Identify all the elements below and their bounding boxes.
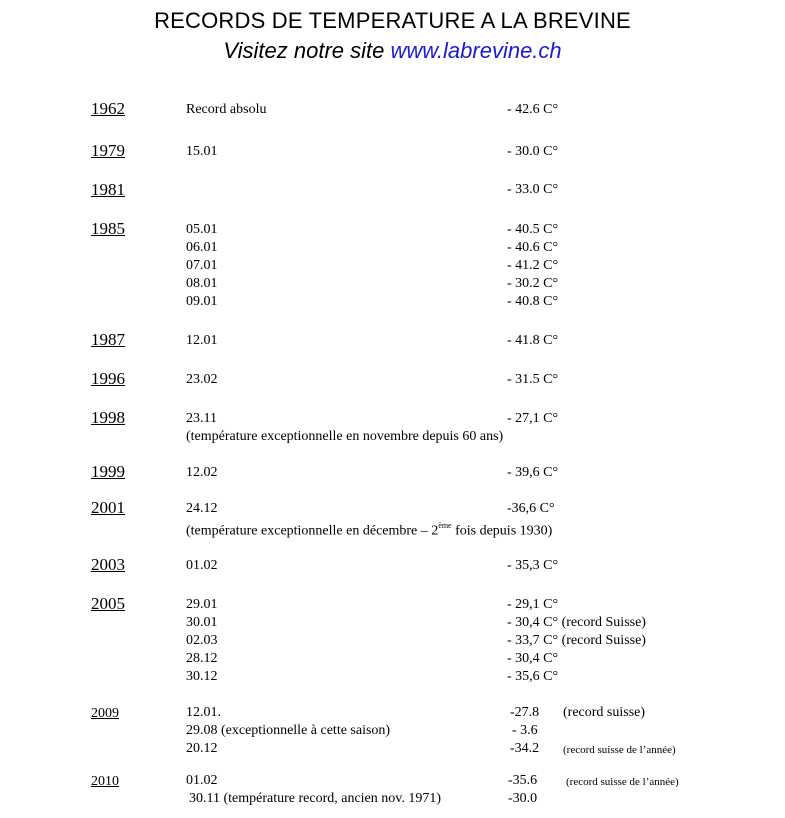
date-1999: 12.02: [186, 465, 218, 480]
temp-2005-4: - 30,4 C°: [507, 651, 559, 666]
year-1981: 1981: [91, 180, 125, 199]
year-1987: 1987: [91, 330, 125, 349]
note-2001: [186, 518, 552, 541]
date-2005-1: 29.01: [186, 597, 218, 612]
note-2009-1: (record suisse): [563, 705, 646, 720]
date-1996: 23.02: [186, 372, 218, 387]
date-2010-2: 30.11 (température record, ancien nov. 1971): [189, 791, 442, 806]
date-1987: 12.01: [186, 333, 218, 348]
temp-1985-2: - 40.6 C°: [507, 240, 559, 255]
date-1985-2: 06.01: [186, 240, 218, 255]
date-2005-2: 30.01: [186, 615, 218, 630]
note-1998: (température exceptionnelle en novembre depuis 60 ans): [186, 429, 504, 444]
temp-2009-2: - 3.6: [512, 723, 538, 738]
temp-1998: - 27,1 C°: [507, 411, 559, 426]
temp-1981: - 33.0 C°: [507, 182, 559, 197]
year-1999: 1999: [91, 462, 125, 481]
page-subtitle: [0, 38, 785, 64]
year-1962: 1962: [91, 99, 125, 118]
temp-1996: - 31.5 C°: [507, 372, 559, 387]
temp-1985-3: - 41.2 C°: [507, 258, 559, 273]
temp-2001: -36,6 C°: [507, 501, 555, 516]
date-2005-3: 02.03: [186, 633, 218, 648]
site-link[interactable]: www.labrevine.ch: [390, 38, 562, 63]
date-2001: 24.12: [186, 501, 218, 516]
temp-1987: - 41.8 C°: [507, 333, 559, 348]
temp-1985-4: - 30.2 C°: [507, 276, 559, 291]
temp-2005-2: - 30,4 C° (record Suisse): [507, 615, 646, 630]
date-2003: 01.02: [186, 558, 218, 573]
temp-1985-5: - 40.8 C°: [507, 294, 559, 309]
year-1996: 1996: [91, 369, 125, 388]
note-2010-1: (record suisse de l’année): [566, 776, 679, 788]
temp-2003: - 35,3 C°: [507, 558, 559, 573]
year-2001: 2001: [91, 498, 125, 517]
temp-2009-3: -34.2: [510, 741, 540, 756]
date-2005-4: 28.12: [186, 651, 218, 666]
subtitle-text: Visitez notre site: [223, 38, 391, 63]
date-2005-5: 30.12: [186, 669, 218, 684]
temp-1999: - 39,6 C°: [507, 465, 559, 480]
date-1985-1: 05.01: [186, 222, 218, 237]
year-1979: 1979: [91, 141, 125, 160]
year-2003: 2003: [91, 555, 125, 574]
temp-2005-3: - 33,7 C° (record Suisse): [507, 633, 646, 648]
date-2010-1: 01.02: [186, 773, 218, 788]
note-2009-3: (record suisse de l’année): [563, 744, 676, 756]
year-2009: 2009: [91, 706, 119, 721]
temp-2010-2: -30.0: [508, 791, 538, 806]
date-2009-1: 12.01.: [186, 705, 221, 720]
date-2009-3: 20.12: [186, 741, 218, 756]
temp-2005-1: - 29,1 C°: [507, 597, 559, 612]
page-title: RECORDS DE TEMPERATURE A LA BREVINE: [154, 8, 631, 33]
year-2010: 2010: [91, 774, 119, 789]
date-1985-5: 09.01: [186, 294, 218, 309]
temp-1985-1: - 40.5 C°: [507, 222, 559, 237]
year-1985: 1985: [91, 219, 125, 238]
date-1998: 23.11: [186, 411, 217, 426]
note-2001-b: fois depuis 1930): [451, 523, 553, 539]
temp-2009-1: -27.8: [510, 705, 540, 720]
note-2001-sup: ème: [438, 521, 452, 530]
temp-2010-1: -35.6: [508, 773, 538, 788]
year-1998: 1998: [91, 408, 125, 427]
date-1985-3: 07.01: [186, 258, 218, 273]
year-2005: 2005: [91, 594, 125, 613]
temp-1962: - 42.6 C°: [507, 102, 559, 117]
temp-2005-5: - 35,6 C°: [507, 669, 559, 684]
date-1979: 15.01: [186, 144, 218, 159]
record-label-1962: Record absolu: [186, 102, 267, 117]
date-2009-2: 29.08 (exceptionnelle à cette saison): [186, 723, 391, 738]
note-2001-a: (température exceptionnelle en décembre – 2: [186, 523, 439, 539]
date-1985-4: 08.01: [186, 276, 218, 291]
temp-1979: - 30.0 C°: [507, 144, 559, 159]
